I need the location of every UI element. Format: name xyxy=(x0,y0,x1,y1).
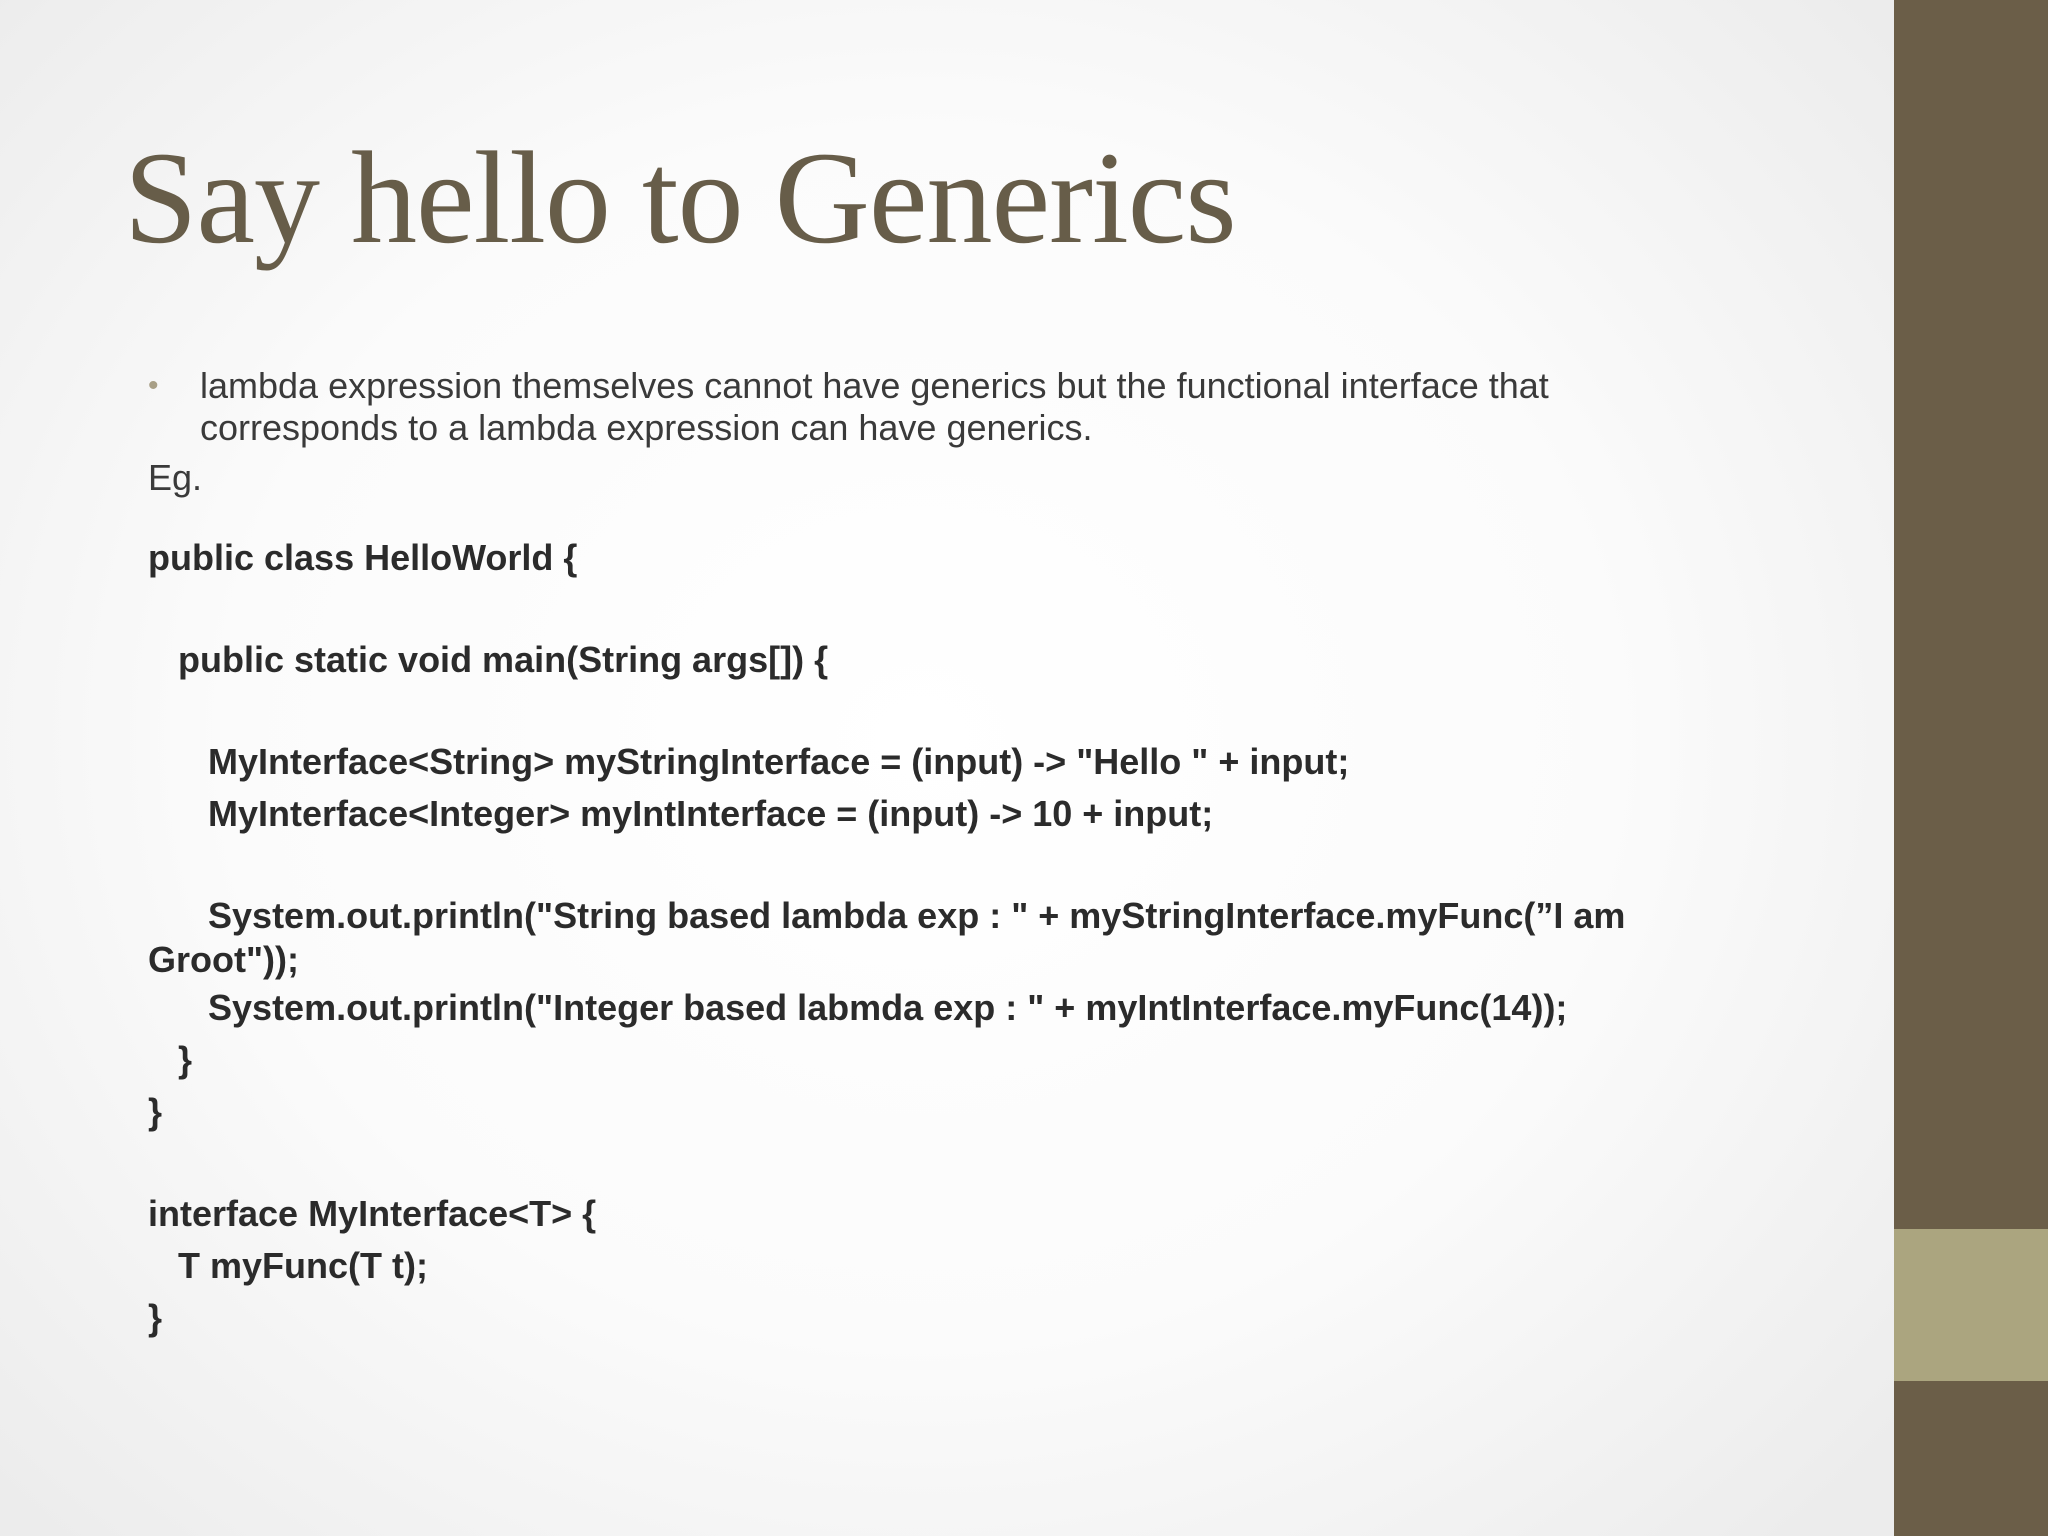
bullet-item xyxy=(148,365,1708,449)
code-line: System.out.println("String based lambda exp : " + myStringInterface.myFunc(”I am xyxy=(148,895,1626,936)
code-line: MyInterface<Integer> myIntInterface = (input) -> 10 + input; xyxy=(148,793,1214,834)
code-line: } xyxy=(148,1091,163,1132)
bullet-list xyxy=(148,365,1708,449)
code-line: } xyxy=(148,1039,193,1080)
bullet-text xyxy=(200,365,1708,449)
code-line: interface MyInterface<T> { xyxy=(148,1193,597,1234)
code-line: public static void main(String args[]) { xyxy=(148,639,829,680)
bullet-text-line: lambda expression themselves cannot have generics but the functional interface that xyxy=(200,365,1549,406)
side-accent-decoration xyxy=(1894,1229,2048,1381)
bullet-marker-icon: • xyxy=(148,369,159,402)
slide-title: Say hello to Generics xyxy=(124,124,1236,271)
code-line: MyInterface<String> myStringInterface = (input) -> "Hello " + input; xyxy=(148,741,1350,782)
bullet-text-line: corresponds to a lambda expression can have generics. xyxy=(200,407,1093,448)
code-line: public class HelloWorld { xyxy=(148,537,578,578)
code-line: System.out.println("Integer based labmda exp : " + myIntInterface.myFunc(14)); xyxy=(148,987,1568,1028)
example-label: Eg. xyxy=(148,457,203,498)
code-line: T myFunc(T t); xyxy=(148,1245,428,1286)
code-line: Groot")); xyxy=(148,939,300,980)
code-line: } xyxy=(148,1297,163,1338)
